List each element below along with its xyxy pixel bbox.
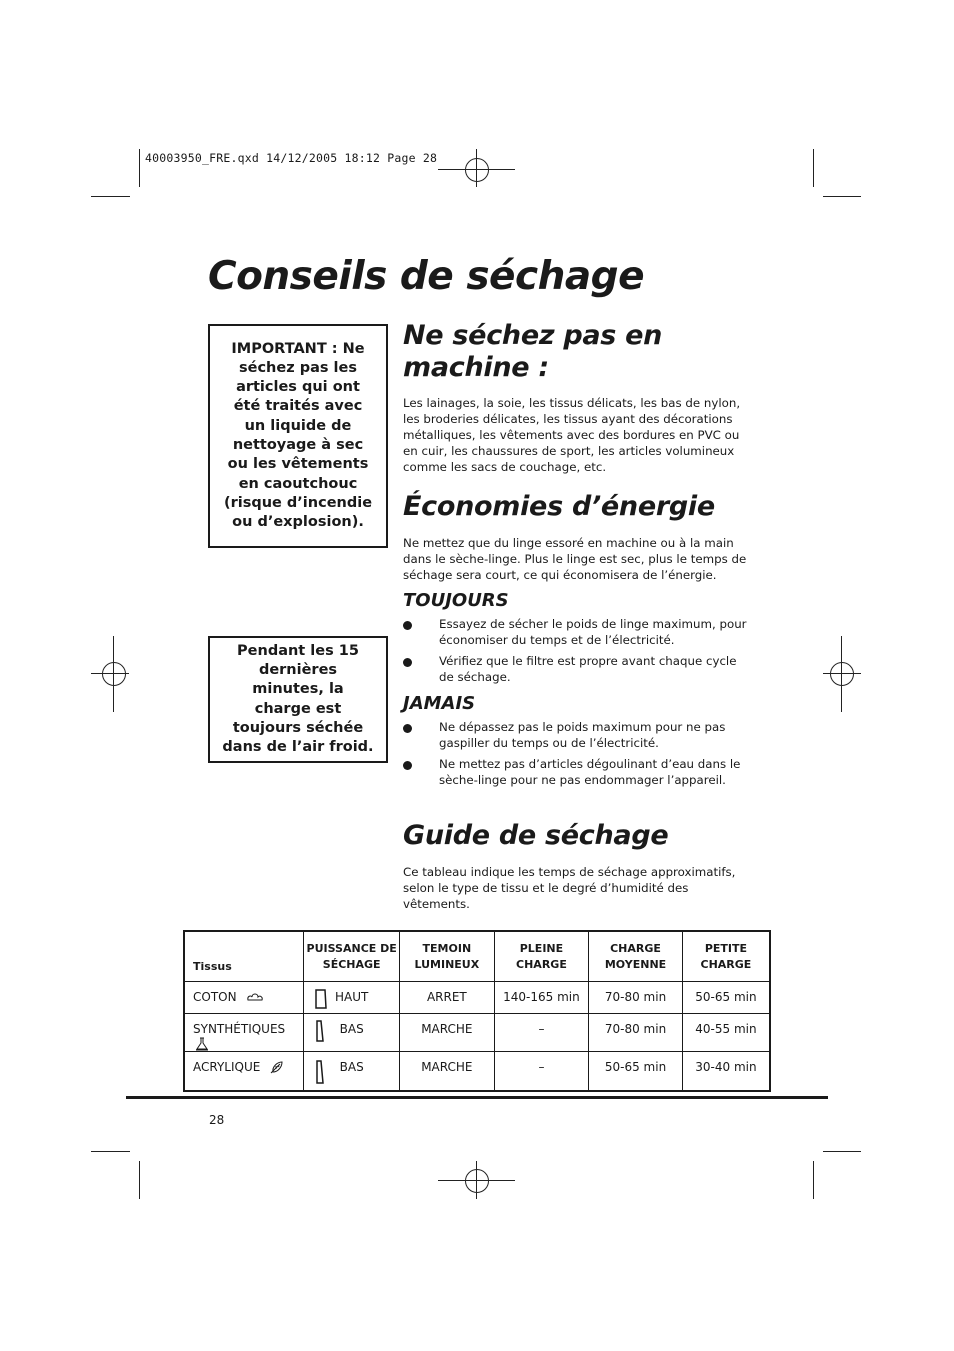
section-text-do-not-dry: Les lainages, la soie, les tissus délicats, les bas de nylon, les broderies délicates, les tissus ayant des décorations métalliques, les vêtements avec des bordures en PVC ou en cuir, les chaussures de sport, les articles volumineux comme les sacs de couchage, etc. (403, 396, 741, 474)
list-item: Essayez de sécher le poids de linge maximum, pour économiser du temps et de l’électricité. (439, 617, 747, 647)
cell-pleine: – (494, 1014, 589, 1052)
section-text-energy: Ne mettez que du linge essoré en machine ou à la main dans le sèche-linge. Plus le linge est sec, plus le temps de séchage sera court, ce qui économisera de l’énergie. (403, 536, 747, 582)
header-temoin: TEMOIN LUMINEUX (400, 931, 495, 982)
subheading-never: JAMAIS (403, 693, 476, 714)
cell-petite: 30-40 min (682, 1051, 770, 1091)
table-row (184, 982, 770, 1014)
cotton-icon (246, 991, 264, 1004)
subheading-always: TOUJOURS (403, 590, 509, 611)
low-heat-icon (314, 1059, 326, 1085)
header-puissance: PUISSANCE DE SÉCHAGE (304, 931, 400, 982)
low-heat-icon (314, 1019, 326, 1043)
cell-pleine: 140-165 min (494, 982, 589, 1014)
crop-mark (139, 149, 140, 187)
list-item: Ne mettez pas d’articles dégoulinant d’eau dans le sèche-linge pour ne pas endommager l’appareil. (439, 757, 741, 787)
bullet-icon (403, 621, 412, 630)
crop-mark (91, 196, 130, 197)
cell-pleine: – (494, 1051, 589, 1091)
cool-down-note-box: Pendant les 15 dernières minutes, la charge est toujours séchée dans de l’air froid. (208, 636, 388, 763)
cell-temoin: MARCHE (400, 1051, 495, 1091)
crop-mark (139, 1161, 140, 1199)
page-title: Conseils de séchage (208, 254, 645, 299)
cell-moyenne: 70-80 min (589, 982, 683, 1014)
list-item: Ne dépassez pas le poids maximum pour ne pas gaspiller du temps ou de l’électricité. (439, 720, 726, 750)
cell-tissu: ACRYLIQUE (184, 1051, 304, 1091)
bullet-icon (403, 761, 412, 770)
footer-rule (126, 1096, 828, 1099)
cell-petite: 40-55 min (682, 1014, 770, 1052)
section-heading-guide: Guide de séchage (403, 820, 669, 851)
cell-moyenne: 50-65 min (589, 1051, 683, 1091)
crop-mark (91, 1151, 130, 1152)
list-item: Vérifiez que le filtre est propre avant chaque cycle de séchage. (439, 654, 737, 684)
cell-temoin: ARRET (400, 982, 495, 1014)
crop-mark (813, 1161, 814, 1199)
cell-puissance: BAS (304, 1014, 400, 1052)
page-number: 28 (209, 1113, 225, 1127)
cell-moyenne: 70-80 min (589, 1014, 683, 1052)
section-heading-do-not-dry: Ne séchez pas en machine : (403, 320, 663, 383)
drying-guide-table (183, 930, 771, 1092)
bullet-icon (403, 724, 412, 733)
header-moyenne: CHARGE MOYENNE (589, 931, 683, 982)
header-tissus: Tissus (184, 931, 304, 982)
bullet-icon (403, 658, 412, 667)
important-warning-box: IMPORTANT : Ne séchez pas les articles qui ont été traités avec un liquide de nettoyage à sec ou les vêtements en caoutchouc (risque d’incendie ou d’explosion). (208, 324, 388, 548)
section-text-guide: Ce tableau indique les temps de séchage approximatifs, selon le type de tissu et le degré d’humidité des vêtements. (403, 865, 736, 911)
crop-mark (813, 149, 814, 187)
header-petite: PETITE CHARGE (682, 931, 770, 982)
header-pleine: PLEINE CHARGE (494, 931, 589, 982)
high-heat-icon (314, 988, 328, 1010)
file-slug: 40003950_FRE.qxd 14/12/2005 18:12 Page 28 (145, 151, 438, 165)
table-row (184, 1051, 770, 1091)
cell-tissu: COTON (184, 982, 304, 1014)
section-heading-energy: Économies d’énergie (403, 491, 715, 522)
table-row (184, 1014, 770, 1052)
table-header-row (184, 931, 770, 982)
cell-puissance: BAS (304, 1051, 400, 1091)
crop-mark (823, 1151, 861, 1152)
cell-petite: 50-65 min (682, 982, 770, 1014)
cell-temoin: MARCHE (400, 1014, 495, 1052)
acrylic-icon (270, 1060, 284, 1074)
cell-puissance: HAUT (304, 982, 400, 1014)
synthetic-icon (195, 1037, 209, 1051)
cell-tissu: SYNTHÉTIQUES (184, 1014, 304, 1052)
crop-mark (823, 196, 861, 197)
